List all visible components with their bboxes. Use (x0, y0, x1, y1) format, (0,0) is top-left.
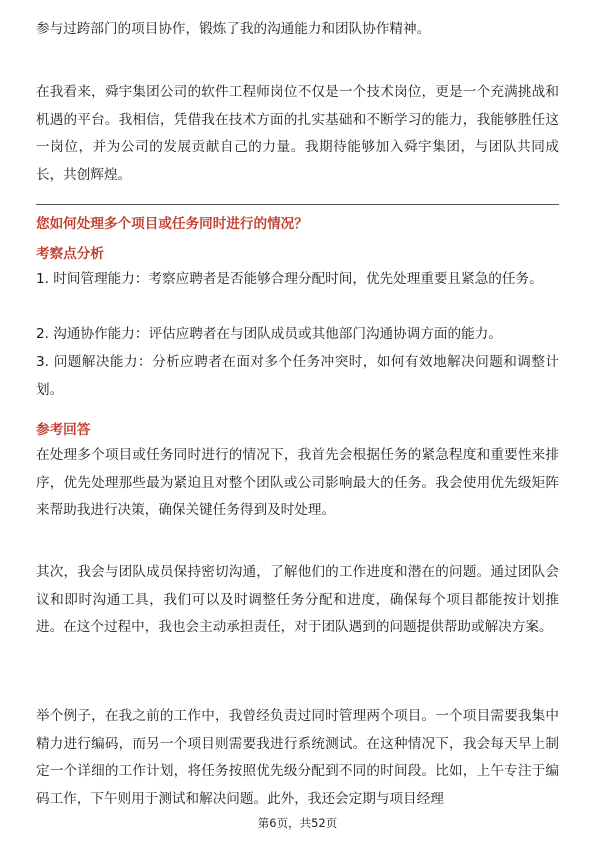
analysis-item-1: 1. 时间管理能力：考察应聘者是否能够合理分配时间，优先处理重要且紧急的任务。 (36, 271, 543, 287)
answer-heading: 参考回答 (36, 422, 91, 438)
answer-paragraph-1: 在处理多个项目或任务同时进行的情况下，我首先会根据任务的紧急程度和重要性来排序，优先处理那些最为紧迫且对整个团队或公司影响最大的任务。我会使用优先级矩阵来帮助我进行决策，确保关键任务得到及时处理。 (36, 447, 559, 518)
section-divider (36, 204, 559, 205)
question-heading: 您如何处理多个项目或任务同时进行的情况？ (36, 216, 308, 232)
page-footer: 第6页，共52页 (257, 816, 338, 830)
intro-paragraph-1: 参与过跨部门的项目协作，锻炼了我的沟通能力和团队协作精神。 (36, 21, 431, 37)
analysis-item-3: 3. 问题解决能力：分析应聘者在面对多个任务冲突时，如何有效地解决问题和调整计划。 (36, 354, 559, 398)
answer-paragraph-2: 其次，我会与团队成员保持密切沟通，了解他们的工作进度和潜在的问题。通过团队会议和即时沟通工具，我们可以及时调整任务分配和进度，确保每个项目都能按计划推进。在这个过程中，我也会主动承担责任，对于团队遇到的问题提供帮助或解决方案。 (36, 564, 559, 635)
analysis-item-2: 2. 沟通协作能力：评估应聘者在与团队成员或其他部门沟通协调方面的能力。 (36, 326, 502, 342)
analysis-heading: 考察点分析 (36, 246, 104, 262)
answer-paragraph-3: 举个例子，在我之前的工作中，我曾经负责过同时管理两个项目。一个项目需要我集中精力进行编码，而另一个项目则需要我进行系统测试。在这种情况下，我会每天早上制定一个详细的工作计划，将任务按照优先级分配到不同的时间段。比如，上午专注于编码工作，下午则用于测试和解决问题。此外，我还会定期与项目经理 (36, 708, 559, 807)
intro-paragraph-2: 在我看来，舜宇集团公司的软件工程师岗位不仅是一个技术岗位，更是一个充满挑战和机遇的平台。我相信，凭借我在技术方面的扎实基础和不断学习的能力，我能够胜任这一岗位，并为公司的发展贡献自己的力量。我期待能够加入舜宇集团，与团队共同成长，共创辉煌。 (36, 84, 559, 183)
